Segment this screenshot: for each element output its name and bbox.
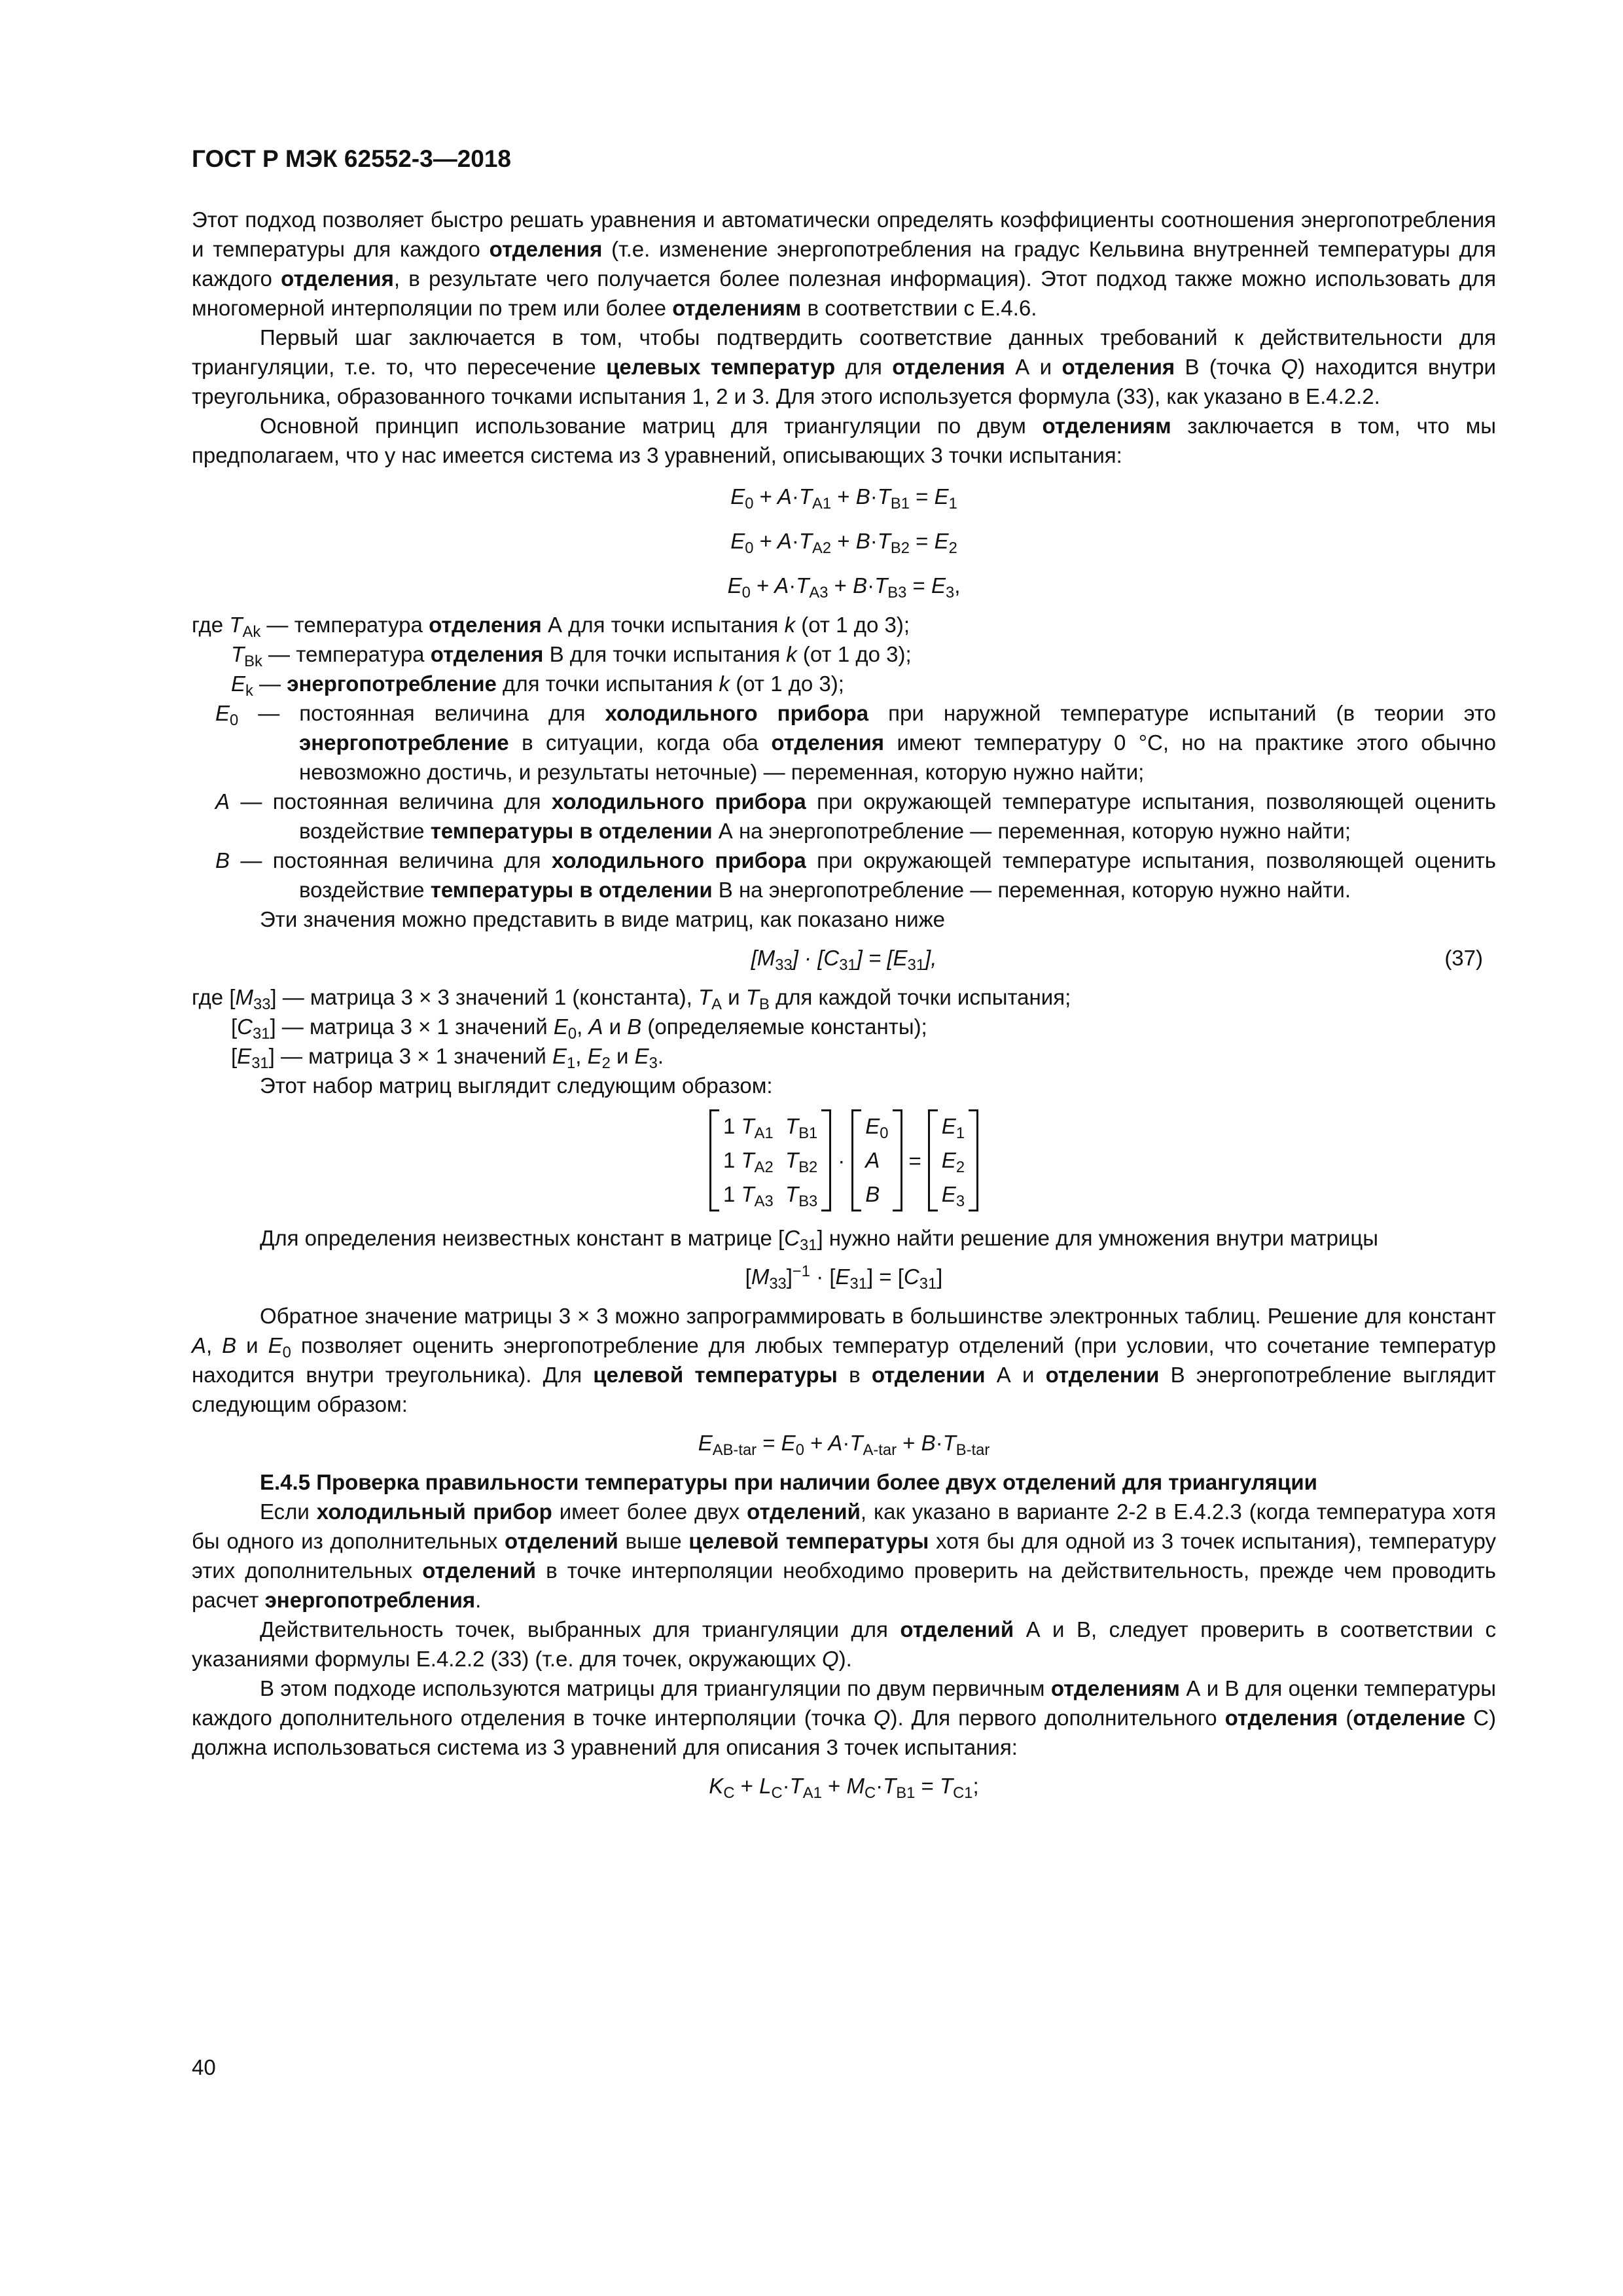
equation: $[M_{33}]^{-1} \cdot [E_{31}] = [C_{31}]$ — [745, 1263, 943, 1293]
paragraph: Если холодильный прибор имеет более двух отделений, как указано в варианте 2-2 в Е.4.2.3 (когда температура хотя бы одного из дополнительных отделений выше целевой температуры хотя бы для одной из 3 точек испытания), температуру этих дополнительных отделений в точке интерполяции необходимо проверить на действительность, прежде чем проводить расчет энергопотребления. — [192, 1499, 1497, 1612]
definition: $E_0$ — постоянная величина для холодильного прибора при наружной температуре испытаний (в теории это энергопотребление в ситуации, когда оба отделения имеют температуру 0 °С, но на практике этого обычно невозможно достичь, и результаты неточные) — переменная, которую нужно найти; — [215, 701, 1496, 784]
equation: $K_C + L_C\cdot T_{A1} + M_C\cdot T_{B1} = T_{C1}$; — [709, 1774, 979, 1803]
paragraph: Первый шаг заключается в том, чтобы подтвердить соответствие данных требований к действительности для триангуляции, т.е. то, что пересечение целевых температур для отделения А и отделения В (точка Q) находится внутри треугольника, образованного точками испытания 1, 2 и 3. Для этого используется формула (33), как указано в Е.4.2.2. — [192, 325, 1496, 408]
matrix-e31: $E_1$ $E_2$ $E_3$ — [928, 1109, 978, 1211]
definition: где $T_{Ak}$ — температура отделения А для точки испытания k (от 1 до 3); — [192, 613, 910, 641]
definition: $[E_{31}]$ — матрица 3 × 1 значений $E_1$, $E_2$ и $E_3$. — [231, 1044, 664, 1073]
paragraph: Основной принцип использование матриц для триангуляции по двум отделениям заключается в том, что мы предполагаем, что у нас имеется система из 3 уравнений, описывающих 3 точки испытания: — [192, 414, 1496, 467]
matrix-c31: $E_0$ A B — [851, 1109, 902, 1211]
definition: A — постоянная величина для холодильного прибора при окружающей температуре испытания, позволяющей оценить воздействие температуры в отделении А на энергопотребление — переменная, которую нужно найти; — [215, 789, 1496, 843]
matrix-m33: 1 $T_{A1}$ $T_{B1}$ 1 $T_{A2}$ $T_{B2}$ 1 $T_{A3}$ $T_{B3}$ — [709, 1109, 831, 1211]
definition: $[C_{31}]$ — матрица 3 × 1 значений $E_0$, A и B (определяемые константы); — [231, 1014, 927, 1043]
paragraph: Эти значения можно представить в виде матриц, как показано ниже — [260, 907, 945, 931]
paragraph: Действительность точек, выбранных для триангуляции для отделений А и В, следует проверить в соответствии с указаниями формулы Е.4.2.2 (33) (т.е. для точек, окружающих Q). — [192, 1617, 1496, 1671]
definitions-list — [192, 982, 1496, 1071]
definition: $E_k$ — энергопотребление для точки испытания k (от 1 до 3); — [231, 672, 844, 700]
paragraph: В этом подходе используются матрицы для триангуляции по двум первичным отделениям А и В для оценки температуры каждого дополнительного отделения в точке интерполяции (точка Q). Для первого дополнительного отделения (отделение С) должна использоваться система из 3 уравнений для описания 3 точек испытания: — [192, 1676, 1496, 1759]
equation: $E_{AB-tar} = E_0 + A\cdot T_{A-tar} + B\cdot T_{B-tar}$ — [698, 1431, 990, 1460]
equation: $E_0 + A\cdot T_{A2} + B\cdot T_{B2} = E_2$ — [730, 529, 957, 558]
definition: где $[M_{33}]$ — матрица 3 × 3 значений 1 (константа), $T_A$ и $T_B$ для каждой точки испытания; — [192, 985, 1071, 1014]
paragraph: Этот набор матриц выглядит следующим образом: — [260, 1073, 773, 1098]
section-heading: Е.4.5 Проверка правильности температуры при наличии более двух отделений для триангуляции — [260, 1470, 1317, 1494]
equation: $E_0 + A\cdot T_{A3} + B\cdot T_{B3} = E_3$, — [727, 573, 961, 602]
equation: $E_0 + A\cdot T_{A1} + B\cdot T_{B1} = E_1$ — [730, 484, 957, 513]
paragraph: Для определения неизвестных констант в матрице $[C_{31}]$ нужно найти решение для умножения внутри матрицы — [260, 1226, 1378, 1255]
definitions-list — [192, 610, 1496, 905]
paragraph: Этот подход позволяет быстро решать уравнения и автоматически определять коэффициенты соотношения энергопотребления и температуры для каждого отделения (т.е. изменение энергопотребления на градус Кельвина внутренней температуры для каждого отделения, в результате чего получается более полезная информация). Этот подход также можно использовать для многомерной интерполяции по трем или более отделениям в соответствии с Е.4.6. — [192, 207, 1496, 320]
definition: $T_{Bk}$ — температура отделения В для точки испытания k (от 1 до 3); — [231, 642, 912, 671]
paragraph: Обратное значение матрицы 3 × 3 можно запрограммировать в большинстве электронных таблиц. Решение для констант A, B и $E_0$ позволяет оценить энергопотребление для любых температур отделений (при условии, что сочетание температур находится внутри треугольника). Для целевой температуры в отделении А и отделении В энергопотребление выглядит следующим образом: — [192, 1304, 1496, 1416]
definition: B — постоянная величина для холодильного прибора при окружающей температуре испытания, позволяющей оценить воздействие температуры в отделении В на энергопотребление — переменная, которую нужно найти. — [215, 848, 1496, 902]
document-page — [192, 144, 1496, 1810]
page-number: 40 — [192, 2055, 216, 2079]
equation-37: $[M_{33}] \cdot [C_{31}] = [E_{31}]$, (37) — [192, 938, 1496, 978]
document-header: ГОСТ Р МЭК 62552-3—2018 — [192, 145, 512, 172]
equation-number: (37) — [1444, 946, 1483, 970]
matrix-equation: 1 $T_{A1}$ $T_{B1}$ 1 $T_{A2}$ $T_{B2}$ 1 $T_{A3}$ $T_{B3}$ · $E_0$ A B = $E_1$ $E_2$ $E_3$ — [192, 1109, 1496, 1211]
